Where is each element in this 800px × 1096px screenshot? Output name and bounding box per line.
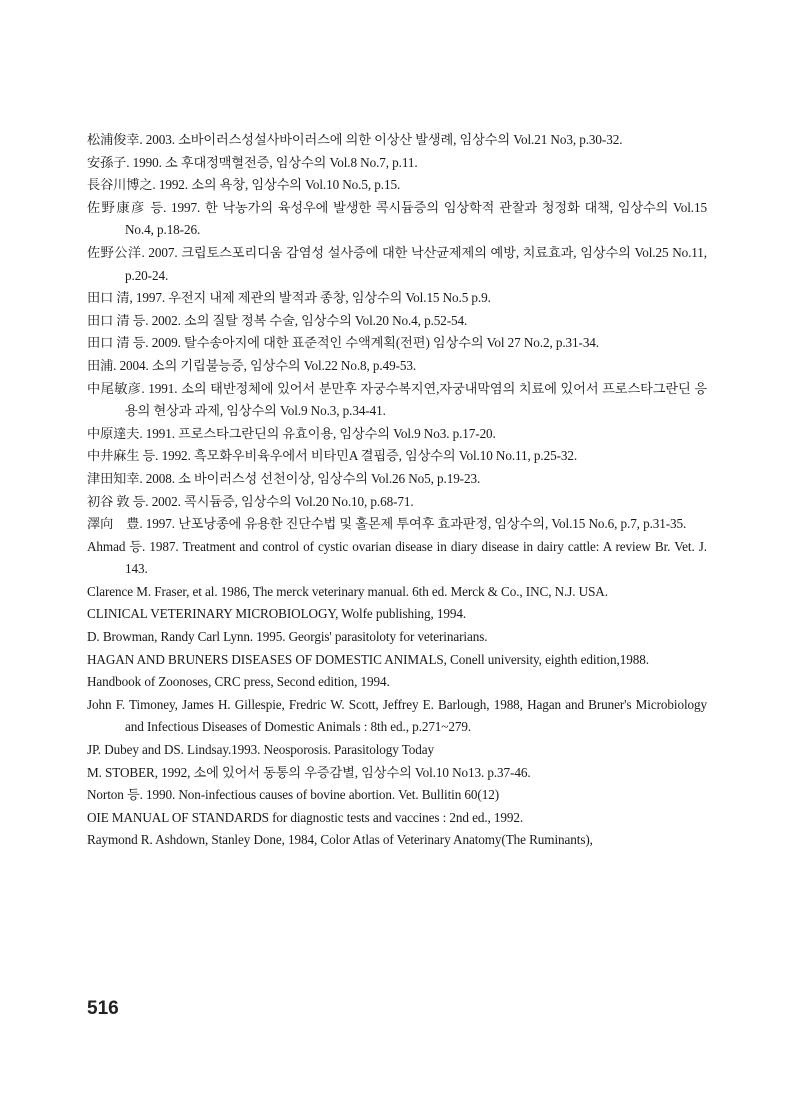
- reference-item: 田口 清 등. 2009. 탈수송아지에 대한 표준적인 수액계획(전편) 임상수의 Vol 27 No.2, p.31-34.: [87, 335, 600, 351]
- reference-item: JP. Dubey and DS. Lindsay.1993. Neosporosis. Parasitology Today: [87, 742, 434, 758]
- reference-item: 佐野公洋. 2007. 크립토스포리디움 감염성 설사증에 대한 낙산균제제의 예방, 치료효과, 임상수의 Vol.25 No.11, p.20-24.: [87, 244, 707, 283]
- reference-item: 津田知幸. 2008. 소 바이러스성 선천이상, 임상수의 Vol.26 No5, p.19-23.: [87, 470, 481, 486]
- reference-item: Norton 등. 1990. Non-infectious causes of bovine abortion. Vet. Bullitin 60(12): [87, 787, 499, 803]
- reference-item: 中尾敏彦. 1991. 소의 태반정체에 있어서 분만후 자궁수복지연,자궁내막염의 치료에 있어서 프로스타그란딘 응용의 현상과 과제, 임상수의 Vol.9 No.3, p.34-41.: [87, 380, 707, 419]
- reference-item: 田口 清, 1997. 우전지 내제 제관의 발적과 종창, 임상수의 Vol.15 No.5 p.9.: [87, 290, 491, 306]
- reference-item: 田口 清 등. 2002. 소의 질탈 정복 수술, 임상수의 Vol.20 No.4, p.52-54.: [87, 312, 468, 328]
- reference-item: Raymond R. Ashdown, Stanley Done, 1984, Color Atlas of Veterinary Anatomy(The Ruminants),: [87, 832, 593, 848]
- reference-item: 佐野康彦 등. 1997. 한 낙농가의 육성우에 발생한 콕시듐증의 임상학적 관찰과 청정화 대책, 임상수의 Vol.15 No.4, p.18-26.: [87, 199, 707, 238]
- reference-item: M. STOBER, 1992, 소에 있어서 동통의 우증감별, 임상수의 Vol.10 No13. p.37-46.: [87, 764, 531, 780]
- reference-item: 中井麻生 등. 1992. 흑모화우비육우에서 비타민A 결핍증, 임상수의 Vol.10 No.11, p.25-32.: [87, 448, 578, 464]
- page-number: 516: [87, 998, 119, 1019]
- reference-item: 安孫子. 1990. 소 후대정맥혈전증, 임상수의 Vol.8 No.7, p.11.: [87, 154, 418, 170]
- reference-item: Ahmad 등. 1987. Treatment and control of cystic ovarian disease in diary disease in dairy cattle: A review Br. Vet. J. 143.: [87, 538, 707, 577]
- reference-item: John F. Timoney, James H. Gillespie, Fredric W. Scott, Jeffrey E. Barlough, 1988, Hagan and Bruner's Microbiology and Infectious Diseases of Domestic Animals : 8th ed., p.271~279.: [87, 696, 707, 735]
- reference-item: CLINICAL VETERINARY MICROBIOLOGY, Wolfe publishing, 1994.: [87, 606, 467, 622]
- reference-item: 田浦. 2004. 소의 기립불능증, 임상수의 Vol.22 No.8, p.49-53.: [87, 357, 417, 373]
- reference-item: 初谷 敦 등. 2002. 콕시듐증, 임상수의 Vol.20 No.10, p.68-71.: [87, 493, 414, 509]
- reference-item: Handbook of Zoonoses, CRC press, Second edition, 1994.: [87, 674, 390, 690]
- reference-item: 長谷川博之. 1992. 소의 욕창, 임상수의 Vol.10 No.5, p.15.: [87, 177, 401, 193]
- reference-item: 松浦俊幸. 2003. 소바이러스성설사바이러스에 의한 이상산 발생례, 임상수의 Vol.21 No3, p.30-32.: [87, 132, 623, 147]
- reference-item: Clarence M. Fraser, et al. 1986, The merck veterinary manual. 6th ed. Merck & Co., INC, N.J. USA.: [87, 583, 608, 599]
- reference-item: HAGAN AND BRUNERS DISEASES OF DOMESTIC ANIMALS, Conell university, eighth edition,1988.: [87, 651, 649, 667]
- reference-item: OIE MANUAL OF STANDARDS for diagnostic tests and vaccines : 2nd ed., 1992.: [87, 809, 524, 825]
- reference-list: [87, 129, 707, 852]
- reference-item: 中原達夫. 1991. 프로스타그란딘의 유효이용, 임상수의 Vol.9 No3. p.17-20.: [87, 425, 496, 441]
- reference-item: D. Browman, Randy Carl Lynn. 1995. Georgis' parasitoloty for veterinarians.: [87, 629, 488, 645]
- reference-item: 澤向 豊. 1997. 난포낭종에 유용한 진단수법 및 홀몬제 투여후 효과판정, 임상수의, Vol.15 No.6, p.7, p.31-35.: [87, 516, 687, 532]
